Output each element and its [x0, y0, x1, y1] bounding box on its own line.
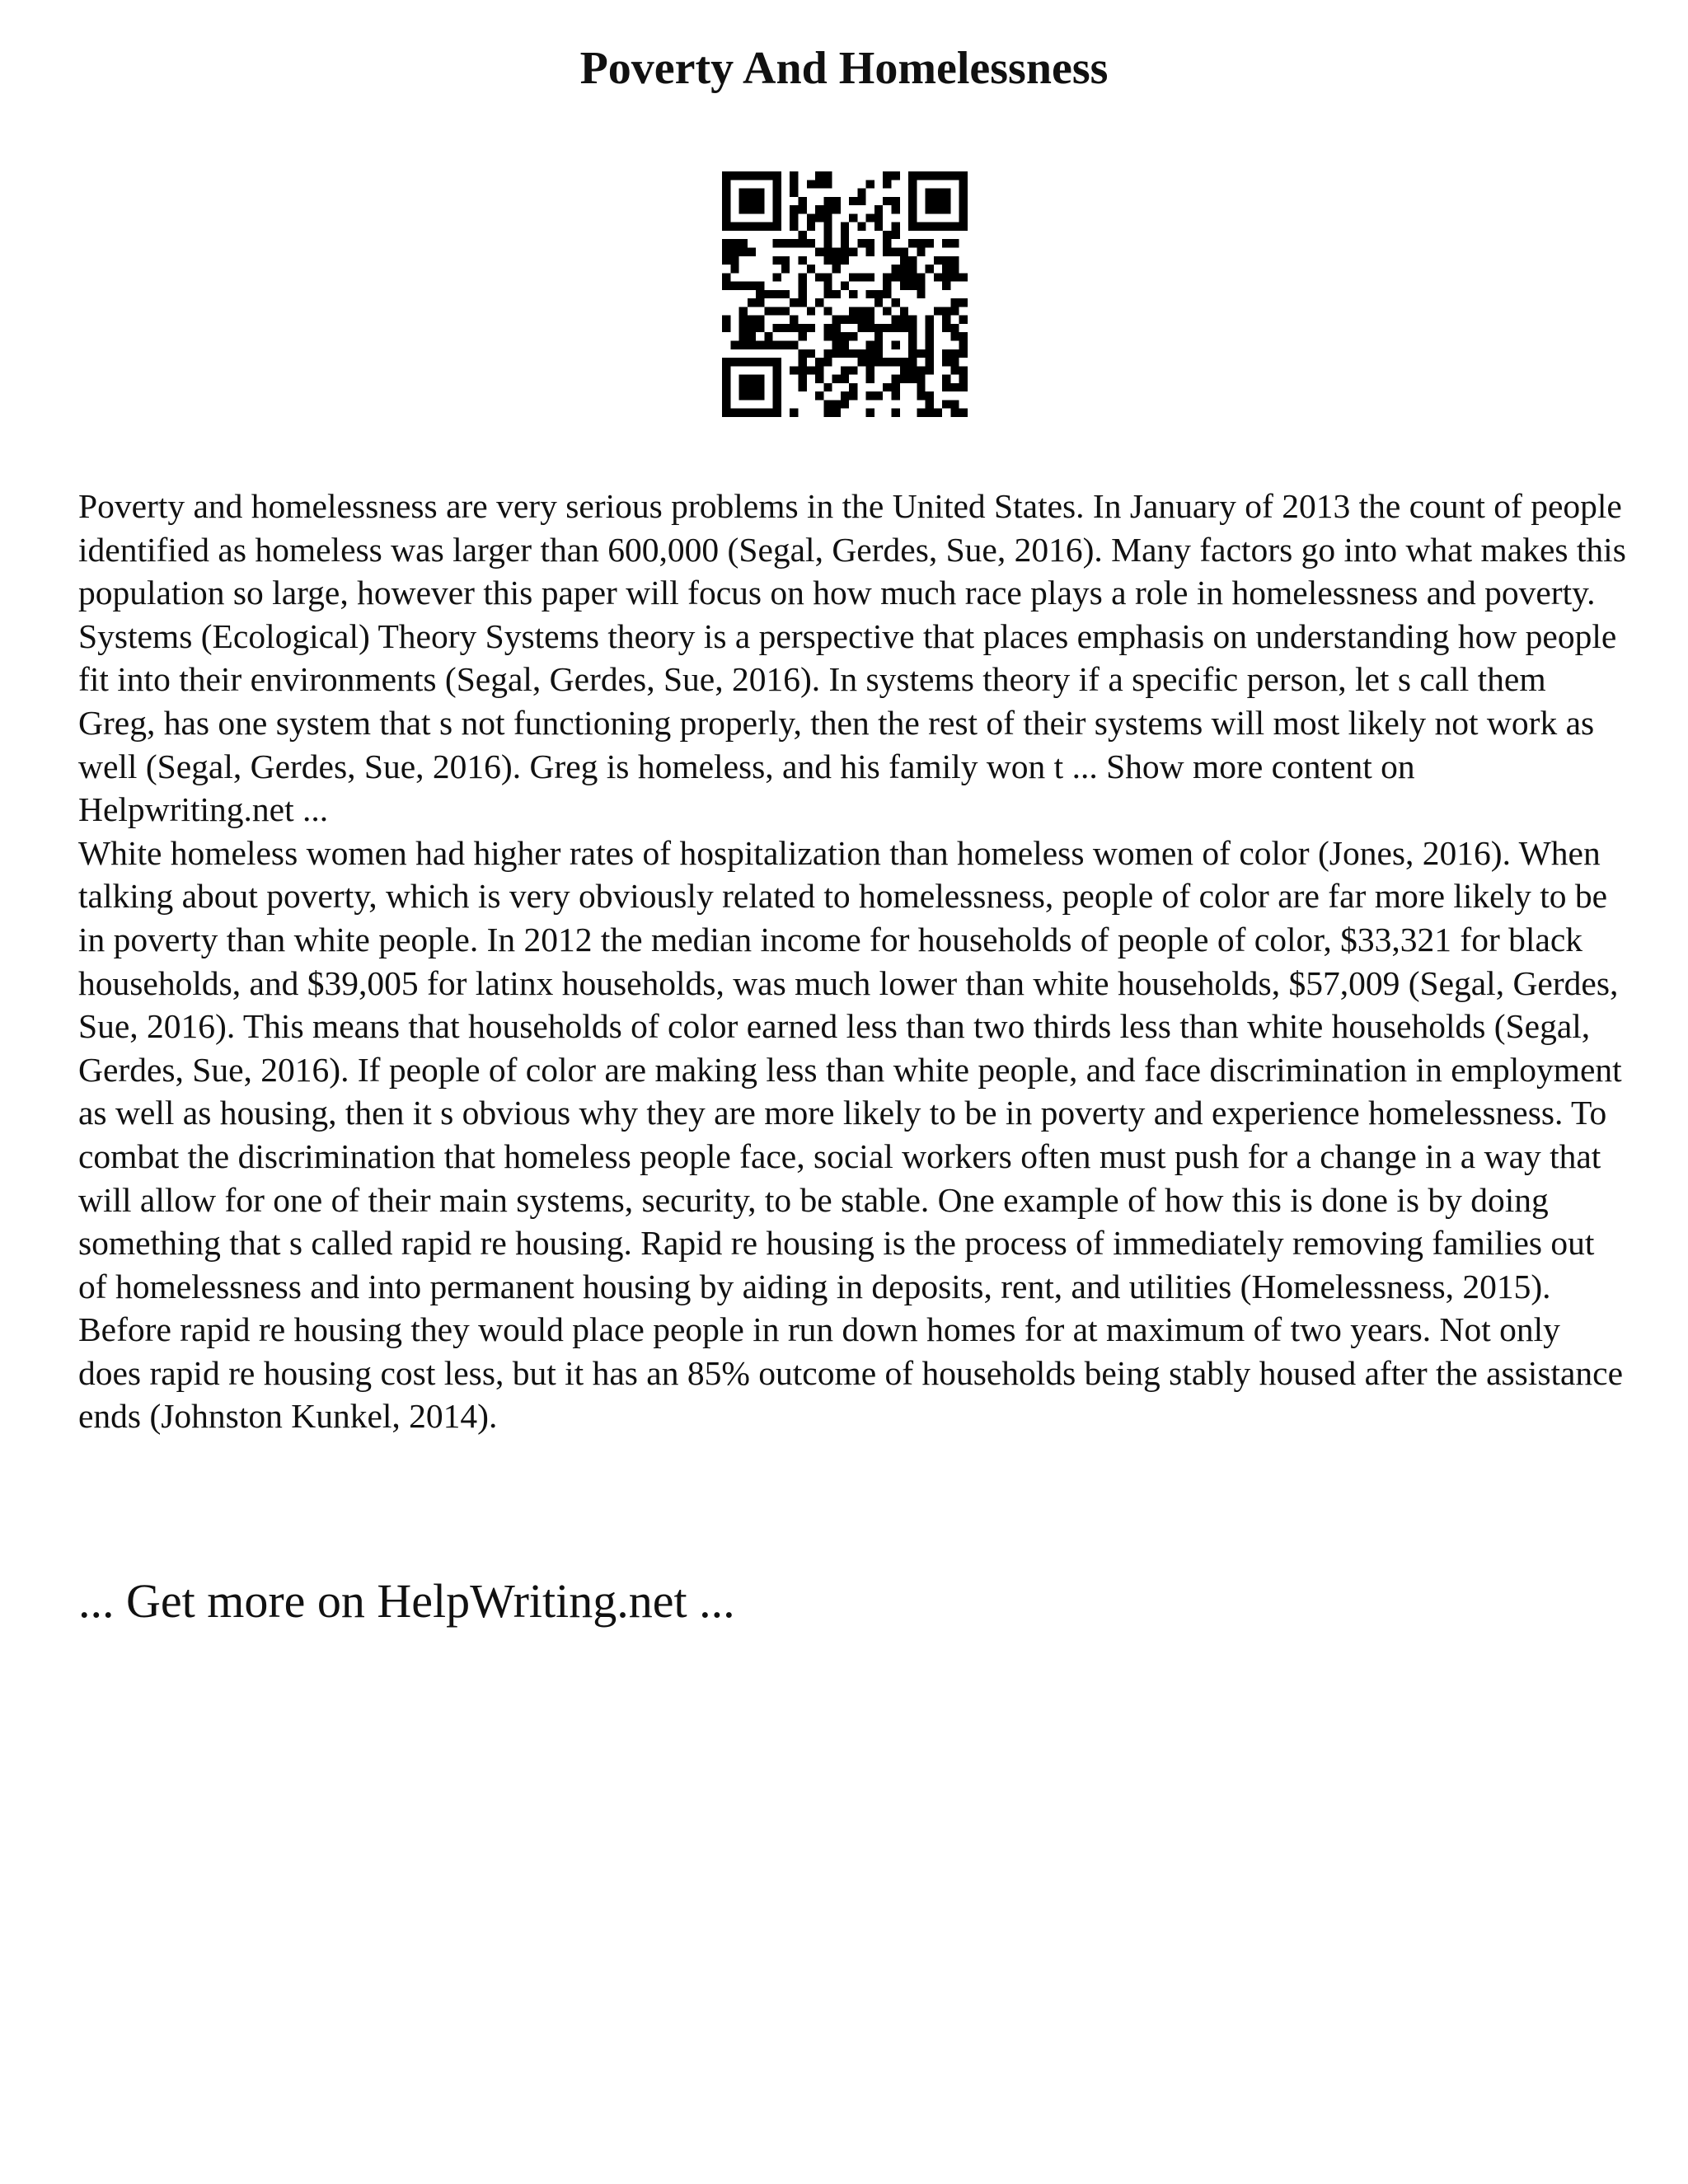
document-title: Poverty And Homelessness [579, 43, 1109, 94]
paragraph-systems-theory: Systems (Ecological) Theory Systems theory is a perspective that places emphasis on understanding how people fit into their environments (Segal, Gerdes, Sue, 2016). In systems theory if a specific person, let s call them Greg, has one system that s not functioning properly, then the rest of their systems will most likely not work as well (Segal, Gerdes, Sue, 2016). Greg is homeless, and his family won t ... Show more content on Helpwriting.net ... [78, 616, 1617, 829]
qr-code-graphic [722, 171, 968, 417]
paragraph-intro: Poverty and homelessness are very serious problems in the United States. In January of 2013 the count of people identified as homeless was larger than 600,000 (Segal, Gerdes, Sue, 2016). Many factors go into what makes this population so large, however this paper will focus on how much race plays a role in homelessness and poverty. [78, 487, 1626, 612]
article-body [78, 485, 1628, 1438]
paragraph-race-poverty: White homeless women had higher rates of hospitalization than homeless women of color (Jones, 2016). When talking about poverty, which is very obviously related to homelessness, people of color are far more likely to be in poverty than white people. In 2012 the median income for households of people of color, $33,321 for black households, and $39,005 for latinx households, was much lower than white households, $57,009 (Segal, Gerdes, Sue, 2016). This means that households of color earned less than two thirds less than white households (Segal, Gerdes, Sue, 2016). If people of color are making less than white people, and face discrimination in employment as well as housing, then it s obvious why they are more likely to be in poverty and experience homelessness. To combat the discrimination that homeless people face, social workers often must push for a change in a way that will allow for one of their main systems, security, to be stable. One example of how this is done is by doing something that s called rapid re housing. Rapid re housing is the process of immediately removing families out of homelessness and into permanent housing by aiding in deposits, rent, and utilities (Homelessness, 2015). Before rapid re housing they would place people in run down homes for at maximum of two years. Not only does rapid re housing cost less, but it has an 85% outcome of households being stably housed after the assistance ends (Johnston Kunkel, 2014). [78, 833, 1624, 1436]
qr-code-icon[interactable] [722, 171, 968, 417]
get-more-link[interactable]: ... Get more on HelpWriting.net ... [78, 1574, 735, 1628]
